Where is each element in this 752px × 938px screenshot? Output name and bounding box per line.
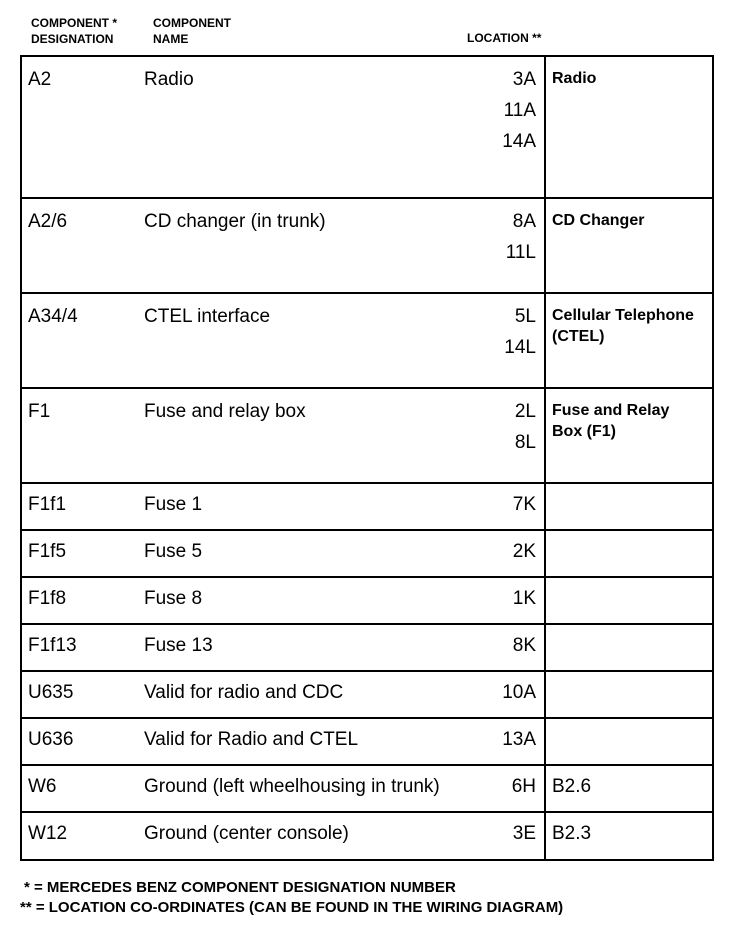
component-table bbox=[20, 55, 714, 861]
section-reference: B2.6 bbox=[552, 776, 592, 797]
location-coordinate: 2K bbox=[512, 541, 536, 562]
column-divider bbox=[544, 57, 546, 197]
location-coordinate: 2L bbox=[514, 401, 536, 422]
component-name: Fuse 8 bbox=[144, 588, 203, 609]
location-coordinate: 8L bbox=[514, 432, 536, 453]
component-name: Ground (center console) bbox=[144, 823, 349, 844]
header-name: COMPONENT NAME bbox=[153, 16, 231, 46]
component-designation: F1 bbox=[28, 401, 51, 422]
component-name: CD changer (in trunk) bbox=[144, 211, 326, 232]
location-coordinates bbox=[513, 630, 536, 661]
table-row bbox=[22, 484, 712, 531]
table-row bbox=[22, 578, 712, 625]
location-coordinates bbox=[512, 771, 536, 802]
column-divider bbox=[544, 531, 546, 576]
component-designation: W6 bbox=[28, 776, 57, 797]
component-designation: A2/6 bbox=[28, 211, 68, 232]
section-reference: CD Changer bbox=[552, 212, 645, 229]
location-coordinate: 1K bbox=[512, 588, 536, 609]
table-row bbox=[22, 531, 712, 578]
component-designation: U635 bbox=[28, 682, 74, 703]
table-row bbox=[22, 766, 712, 813]
column-divider bbox=[544, 625, 546, 670]
location-coordinates bbox=[515, 396, 536, 458]
component-name: Valid for radio and CDC bbox=[144, 682, 344, 703]
location-coordinates bbox=[502, 724, 536, 755]
location-coordinates bbox=[513, 583, 536, 614]
column-divider bbox=[544, 578, 546, 623]
column-divider bbox=[544, 389, 546, 482]
section-reference: Radio bbox=[552, 70, 597, 87]
column-divider bbox=[544, 672, 546, 717]
header-location: LOCATION ** bbox=[467, 31, 542, 45]
location-coordinate: 5L bbox=[514, 306, 536, 327]
column-divider bbox=[544, 813, 546, 859]
section-reference: B2.3 bbox=[552, 823, 592, 844]
table-row bbox=[22, 389, 712, 484]
component-designation: F1f8 bbox=[28, 588, 67, 609]
component-name: Fuse 13 bbox=[144, 635, 213, 656]
location-coordinate: 10A bbox=[502, 682, 536, 703]
table-row bbox=[22, 625, 712, 672]
column-divider bbox=[544, 719, 546, 764]
location-coordinate: 3A bbox=[512, 69, 536, 90]
location-coordinate: 3E bbox=[512, 823, 536, 844]
footnote-location: ** = LOCATION CO-ORDINATES (CAN BE FOUND IN THE WIRING DIAGRAM) bbox=[20, 899, 564, 916]
location-coordinate: 8A bbox=[512, 211, 536, 232]
location-coordinate: 14L bbox=[504, 337, 536, 358]
component-name: Fuse and relay box bbox=[144, 401, 306, 422]
column-divider bbox=[544, 766, 546, 811]
table-row bbox=[22, 672, 712, 719]
component-name: Radio bbox=[144, 69, 194, 90]
column-divider bbox=[544, 294, 546, 387]
component-designation: A2 bbox=[28, 69, 52, 90]
location-coordinate: 11A bbox=[503, 100, 536, 121]
location-coordinate: 13A bbox=[502, 729, 536, 750]
location-coordinates bbox=[506, 206, 536, 268]
component-designation: W12 bbox=[28, 823, 68, 844]
component-designation: F1f13 bbox=[28, 635, 77, 656]
location-coordinate: 6H bbox=[511, 776, 536, 797]
location-coordinate: 14A bbox=[502, 131, 536, 152]
component-designation: F1f1 bbox=[28, 494, 67, 515]
section-reference: Fuse and Relay Box (F1) bbox=[552, 402, 670, 440]
table-row bbox=[22, 813, 712, 859]
column-divider bbox=[544, 484, 546, 529]
component-name: Ground (left wheelhousing in trunk) bbox=[144, 776, 440, 797]
column-divider bbox=[544, 199, 546, 292]
section-reference: Cellular Telephone (CTEL) bbox=[552, 307, 694, 345]
component-designation: U636 bbox=[28, 729, 74, 750]
location-coordinate: 11L bbox=[505, 242, 536, 263]
table-row bbox=[22, 294, 712, 389]
component-name: Fuse 5 bbox=[144, 541, 203, 562]
component-name: CTEL interface bbox=[144, 306, 271, 327]
component-designation: A34/4 bbox=[28, 306, 78, 327]
header-designation: COMPONENT * DESIGNATION bbox=[31, 16, 118, 46]
location-coordinates bbox=[513, 536, 536, 567]
table-row bbox=[22, 719, 712, 766]
location-coordinate: 7K bbox=[512, 494, 536, 515]
location-coordinates bbox=[502, 677, 536, 708]
footnote-designation: * = MERCEDES BENZ COMPONENT DESIGNATION NUMBER bbox=[24, 879, 456, 896]
location-coordinates bbox=[502, 64, 536, 157]
table-row bbox=[22, 199, 712, 294]
table-row bbox=[22, 57, 712, 199]
location-coordinates bbox=[513, 489, 536, 520]
component-name: Valid for Radio and CTEL bbox=[144, 729, 359, 750]
location-coordinates bbox=[504, 301, 536, 363]
location-coordinate: 8K bbox=[512, 635, 536, 656]
component-designation: F1f5 bbox=[28, 541, 67, 562]
location-coordinates bbox=[513, 818, 536, 849]
component-name: Fuse 1 bbox=[144, 494, 203, 515]
